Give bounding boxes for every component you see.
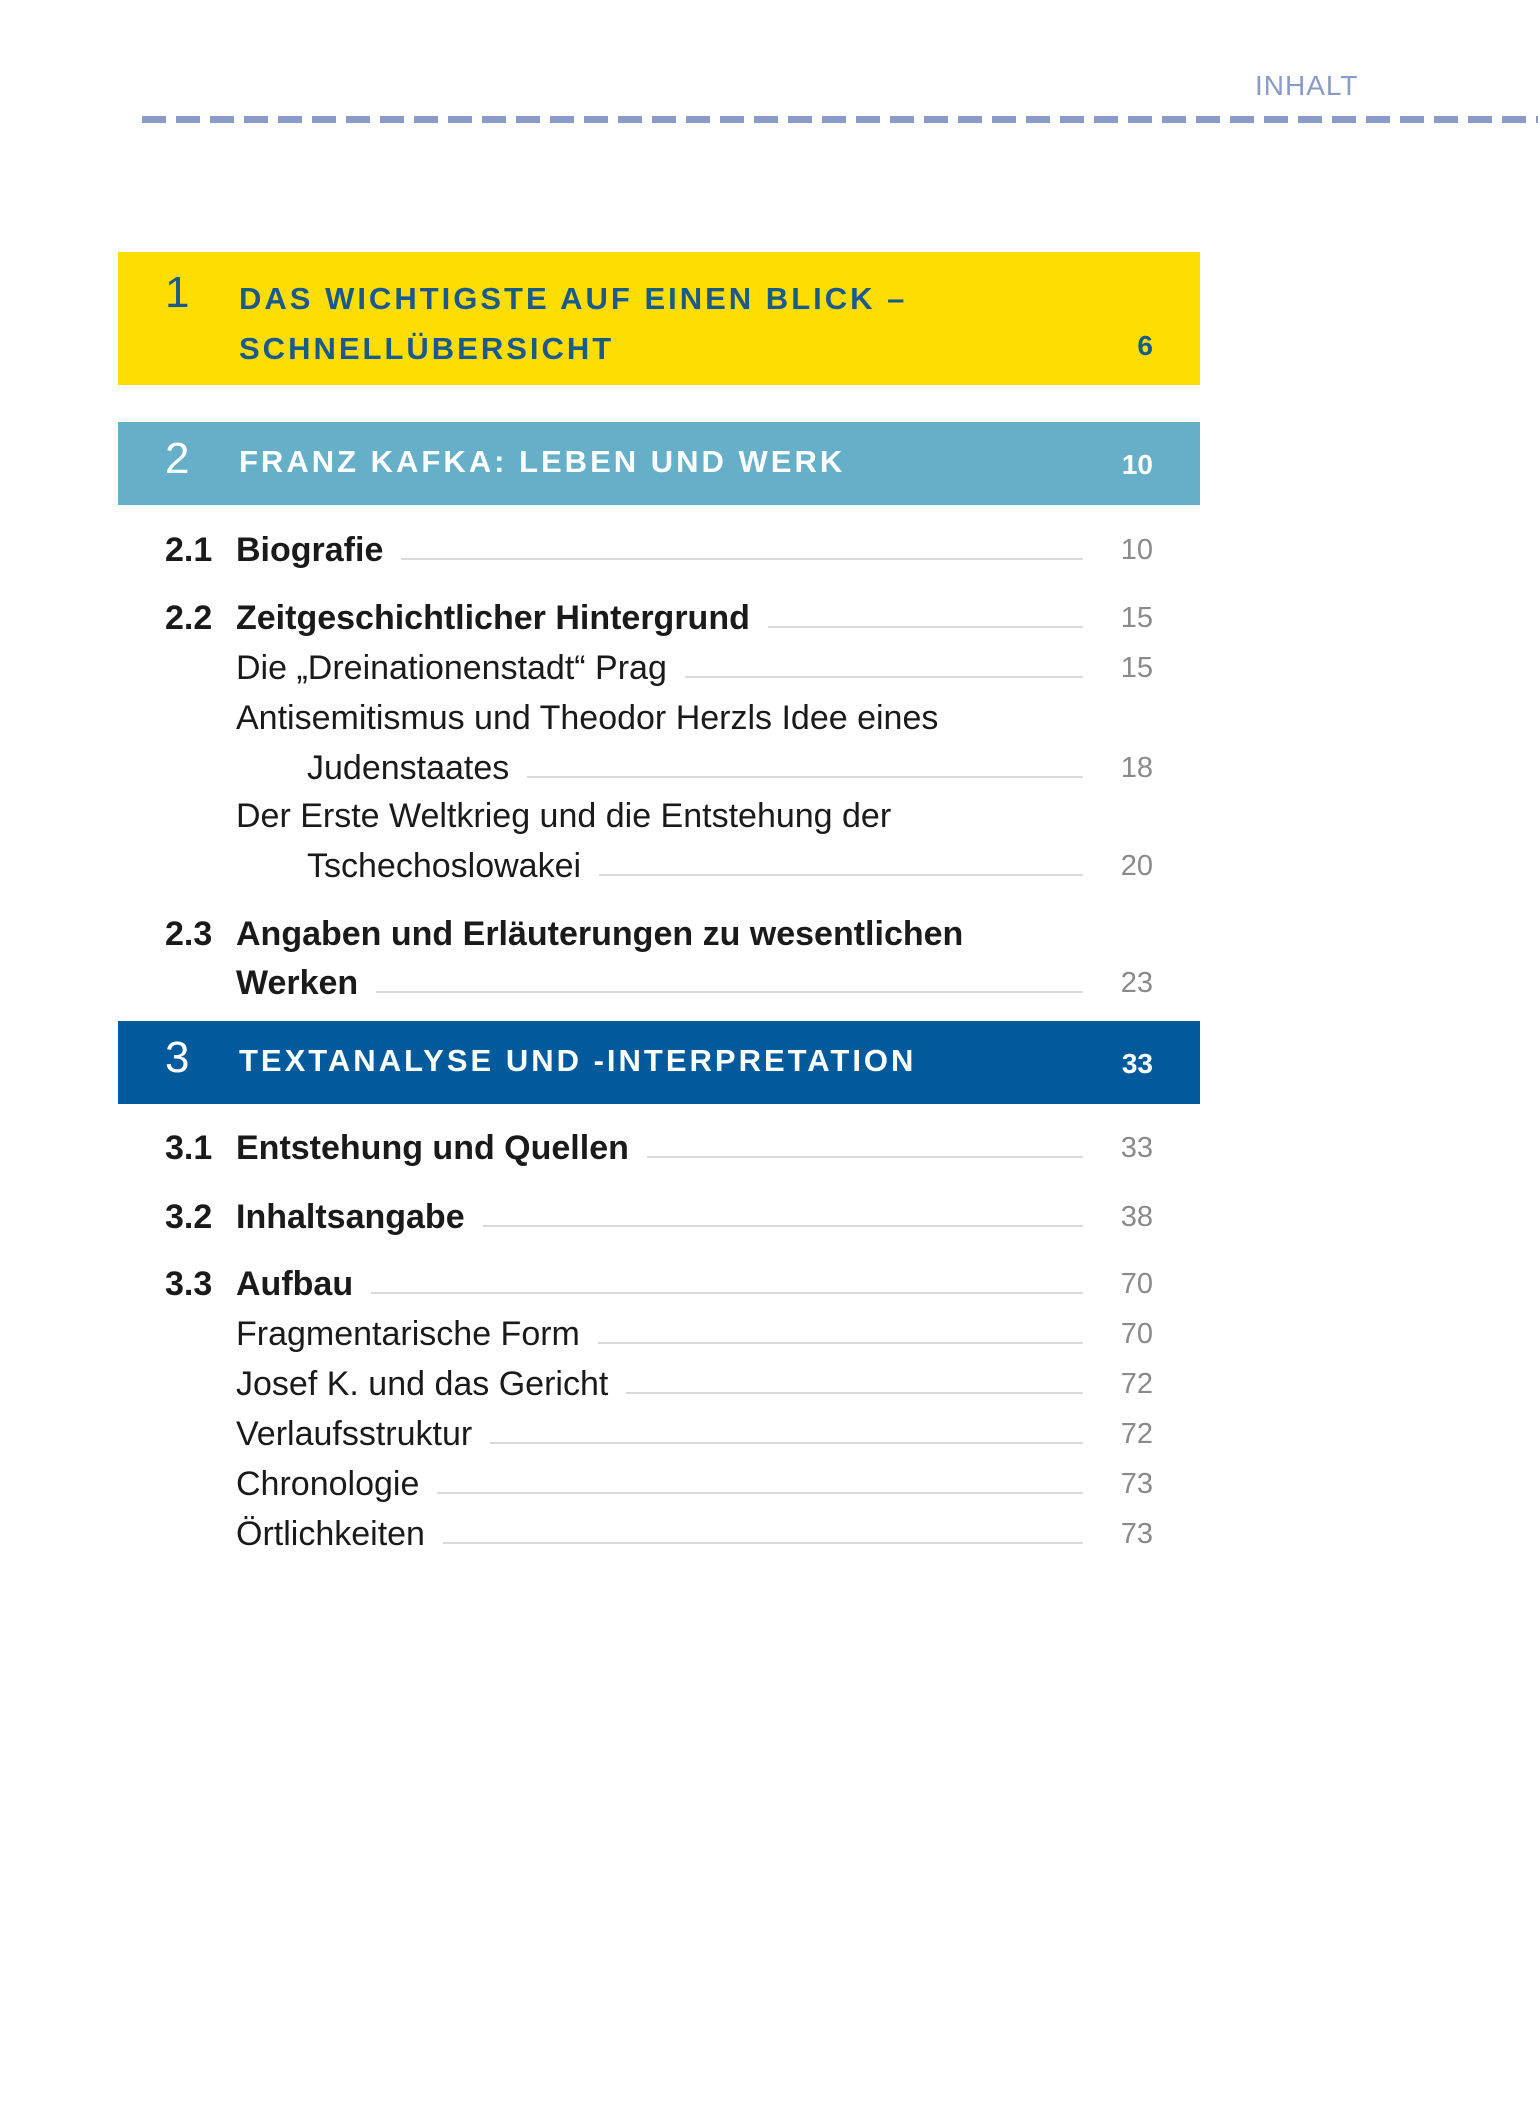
toc-entry-number: 3.2	[165, 1197, 213, 1236]
dashed-divider	[142, 116, 1538, 123]
toc-entry-title: Antisemitismus und Theodor Herzls Idee eines	[236, 698, 939, 737]
leader-line	[647, 1156, 1083, 1158]
leader-line	[401, 558, 1083, 560]
toc-entry-page: 38	[1120, 1200, 1153, 1233]
toc-entry[interactable]	[165, 1459, 1153, 1509]
toc-entry-title: Zeitgeschichtlicher Hintergrund	[236, 598, 750, 637]
toc-entry-number: 2.2	[165, 598, 213, 637]
toc-entry-page: 23	[1120, 966, 1153, 999]
chapter-bar-2[interactable]	[118, 422, 1200, 505]
leader-line	[437, 1492, 1083, 1494]
toc-entry-title-continued: Tschechoslowakei	[307, 846, 582, 885]
toc-entry-title: Biografie	[236, 530, 384, 569]
toc-entry-title: Josef K. und das Gericht	[236, 1364, 609, 1403]
toc-entry-page: 72	[1120, 1367, 1153, 1400]
toc-entry[interactable]	[165, 1509, 1153, 1559]
leader-line	[598, 1342, 1083, 1344]
chapter-bar-1[interactable]	[118, 252, 1200, 385]
toc-entry-title: Fragmentarische Form	[236, 1314, 580, 1353]
toc-entry-title-continued: Werken	[236, 963, 359, 1002]
toc-entry-page: 15	[1120, 601, 1153, 634]
toc-entry-page: 15	[1120, 651, 1153, 684]
toc-entry-title: Entstehung und Quellen	[236, 1128, 629, 1167]
toc-entry-continuation[interactable]	[165, 958, 1153, 1008]
toc-entry-title: Chronologie	[236, 1464, 420, 1503]
toc-entry-title-continued: Judenstaates	[307, 748, 510, 787]
toc-entry-number: 3.3	[165, 1264, 213, 1303]
leader-line	[685, 676, 1083, 678]
leader-line	[626, 1392, 1083, 1394]
chapter-title	[239, 274, 907, 374]
toc-entry[interactable]	[165, 693, 1153, 743]
toc-entry[interactable]	[165, 1123, 1153, 1173]
chapter-number: 3	[165, 1033, 190, 1082]
toc-entry[interactable]	[165, 593, 1153, 643]
leader-line	[443, 1542, 1083, 1544]
toc-entry[interactable]	[165, 525, 1153, 575]
toc-entry-page: 70	[1120, 1267, 1153, 1300]
toc-entry-page: 73	[1120, 1467, 1153, 1500]
toc-entry-page: 72	[1120, 1417, 1153, 1450]
toc-entry[interactable]	[165, 1359, 1153, 1409]
toc-entry-page: 33	[1120, 1131, 1153, 1164]
toc-entry-title: Der Erste Weltkrieg und die Entstehung der	[236, 796, 892, 835]
toc-entry-continuation[interactable]	[165, 841, 1153, 891]
leader-line	[371, 1292, 1083, 1294]
toc-entry-title: Inhaltsangabe	[236, 1197, 465, 1236]
toc-entry-title: Örtlichkeiten	[236, 1514, 425, 1553]
toc-entry[interactable]	[165, 1409, 1153, 1459]
toc-entry[interactable]	[165, 909, 1153, 959]
toc-entry-title: Aufbau	[236, 1264, 354, 1303]
toc-entry-page: 10	[1120, 533, 1153, 566]
leader-line	[483, 1225, 1083, 1227]
chapter-title-line: SCHNELLÜBERSICHT	[239, 331, 615, 366]
chapter-number: 1	[165, 268, 190, 317]
toc-entry-page: 70	[1120, 1317, 1153, 1350]
toc-entry-title: Angaben und Erläuterungen zu wesentlichen	[236, 914, 964, 953]
chapter-title	[239, 1036, 916, 1086]
toc-entry-page: 18	[1120, 751, 1153, 784]
leader-line	[376, 991, 1083, 993]
leader-line	[599, 874, 1083, 876]
chapter-bar-3[interactable]	[118, 1021, 1200, 1104]
toc-entry-title: Verlaufsstruktur	[236, 1414, 473, 1453]
toc-entry-continuation[interactable]	[165, 743, 1153, 793]
chapter-page-number: 33	[1121, 1048, 1153, 1079]
leader-line	[490, 1442, 1083, 1444]
toc-entry[interactable]	[165, 1192, 1153, 1242]
leader-line	[768, 626, 1083, 628]
toc-entry[interactable]	[165, 791, 1153, 841]
chapter-title-line: TEXTANALYSE UND -INTERPRETATION	[239, 1043, 917, 1078]
toc-entry-number: 3.1	[165, 1128, 213, 1167]
leader-line	[527, 776, 1083, 778]
toc-entry-number: 2.3	[165, 914, 213, 953]
toc-entry-number: 2.1	[165, 530, 213, 569]
toc-entry[interactable]	[165, 643, 1153, 693]
toc-entry-page: 20	[1120, 849, 1153, 882]
chapter-page-number: 10	[1121, 449, 1153, 480]
chapter-title	[239, 437, 845, 487]
running-header: INHALT	[1255, 70, 1359, 101]
chapter-page-number: 6	[1137, 330, 1153, 361]
chapter-title-line: FRANZ KAFKA: LEBEN UND WERK	[239, 444, 846, 479]
chapter-title-line: DAS WICHTIGSTE AUF EINEN BLICK –	[239, 281, 908, 316]
chapter-number: 2	[165, 434, 190, 483]
toc-entry-title: Die „Dreinationenstadt“ Prag	[236, 648, 667, 687]
toc-entry[interactable]	[165, 1259, 1153, 1309]
toc-entry-page: 73	[1120, 1517, 1153, 1550]
toc-entry[interactable]	[165, 1309, 1153, 1359]
